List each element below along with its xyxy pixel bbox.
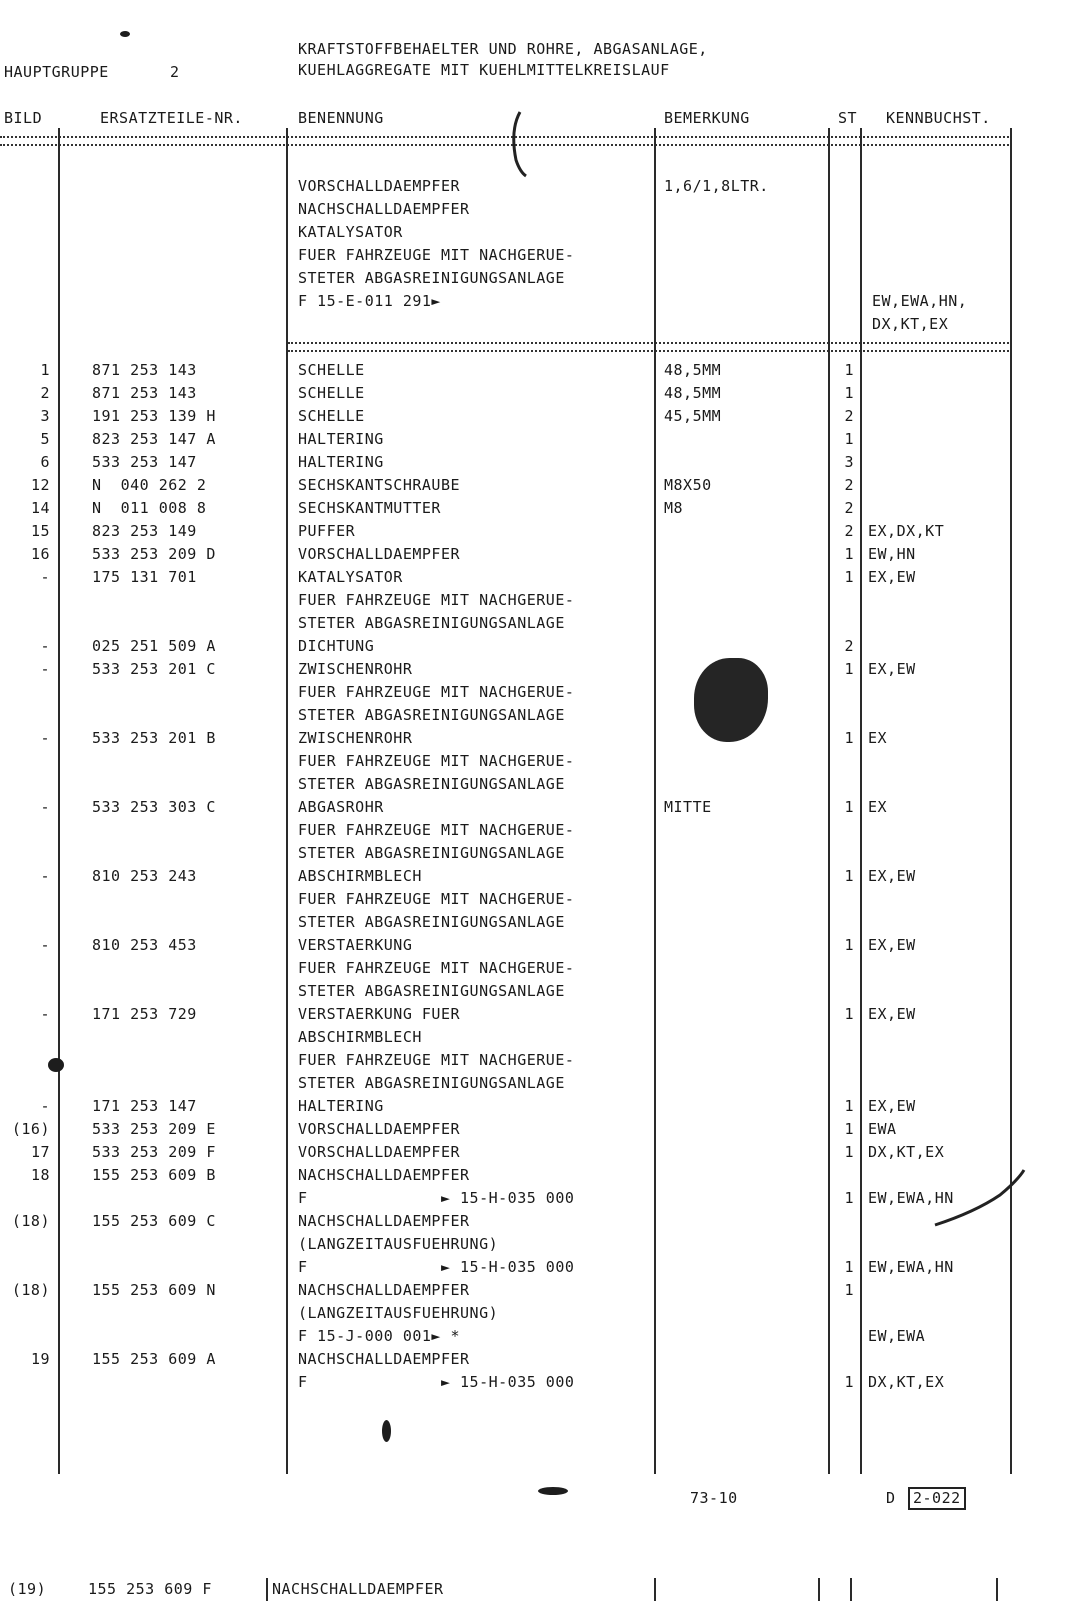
row-part-number: 533 253 201 B [92, 729, 216, 747]
row-part-name: F ► 15-H-035 000 [298, 1258, 575, 1276]
row-part-number: 871 253 143 [92, 361, 197, 379]
row-kennbuchst: EW,EWA [868, 1327, 926, 1345]
row-part-number: 533 253 209 D [92, 545, 216, 563]
row-part-name: ZWISCHENROHR [298, 729, 413, 747]
intro-line: VORSCHALLDAEMPFER [298, 177, 461, 195]
row-bild: 12 [30, 476, 50, 494]
row-part-name: SECHSKANTMUTTER [298, 499, 441, 517]
row-part-name: SECHSKANTSCHRAUBE [298, 476, 461, 494]
row-bild: - [40, 798, 50, 816]
row-part-number: 175 131 701 [92, 568, 197, 586]
row-part-name: STETER ABGASREINIGUNGSANLAGE [298, 913, 565, 931]
col-header-bemerkung: BEMERKUNG [664, 109, 750, 127]
row-st: 1 [844, 545, 854, 563]
row-st: 1 [844, 1120, 854, 1138]
row-part-number: 155 253 609 C [92, 1212, 216, 1230]
row-part-name: STETER ABGASREINIGUNGSANLAGE [298, 844, 565, 862]
row-part-number: 823 253 149 [92, 522, 197, 540]
row-st: 3 [844, 453, 854, 471]
row-bild: - [40, 637, 50, 655]
row-bild: 5 [40, 430, 50, 448]
row-part-name: KATALYSATOR [298, 568, 403, 586]
row-part-number: 533 253 303 C [92, 798, 216, 816]
row-kennbuchst: EW,EWA,HN [868, 1258, 954, 1276]
row-part-name: NACHSCHALLDAEMPFER [298, 1281, 470, 1299]
row-bild: - [40, 729, 50, 747]
row-part-name: NACHSCHALLDAEMPFER [298, 1212, 470, 1230]
row-part-number: N 040 262 2 [92, 476, 207, 494]
row-bild: - [40, 1005, 50, 1023]
row-kennbuchst: EX,EW [868, 1005, 916, 1023]
row-part-name: VORSCHALLDAEMPFER [298, 1143, 461, 1161]
row-part-name: VERSTAERKUNG FUER [298, 1005, 461, 1023]
row-part-number: 871 253 143 [92, 384, 197, 402]
row-part-name: VORSCHALLDAEMPFER [298, 545, 461, 563]
row-part-number: 155 253 609 B [92, 1166, 216, 1184]
row-bild: 3 [40, 407, 50, 425]
row-bemerkung: M8 [664, 499, 684, 517]
row-part-name: NACHSCHALLDAEMPFER [298, 1350, 470, 1368]
pen-stroke [935, 1170, 1024, 1225]
row-part-name: HALTERING [298, 430, 384, 448]
row-part-name: FUER FAHRZEUGE MIT NACHGERUE- [298, 959, 575, 977]
row-part-number: 155 253 609 A [92, 1350, 216, 1368]
row-st: 2 [844, 522, 854, 540]
row-part-number: 810 253 243 [92, 867, 197, 885]
row-bemerkung: 48,5MM [664, 384, 722, 402]
row-part-name: HALTERING [298, 1097, 384, 1115]
row-st: 1 [844, 384, 854, 402]
intro-kennbuchst: DX,KT,EX [872, 315, 949, 333]
row-st: 2 [844, 476, 854, 494]
row-bild: - [40, 1097, 50, 1115]
intro-line: NACHSCHALLDAEMPFER [298, 200, 470, 218]
row-part-name: STETER ABGASREINIGUNGSANLAGE [298, 775, 565, 793]
row-st: 1 [844, 1189, 854, 1207]
row-part-number: 171 253 729 [92, 1005, 197, 1023]
row-kennbuchst: EX,EW [868, 936, 916, 954]
next-part-name: NACHSCHALLDAEMPFER [272, 1580, 444, 1598]
row-st: 1 [844, 1258, 854, 1276]
next-bild: (19) [8, 1580, 47, 1598]
footer-page-code: 2-022 [908, 1487, 966, 1510]
row-st: 1 [844, 936, 854, 954]
row-part-name: F ► 15-H-035 000 [298, 1373, 575, 1391]
row-part-name: SCHELLE [298, 361, 365, 379]
row-bild: 17 [30, 1143, 50, 1161]
intro-line: FUER FAHRZEUGE MIT NACHGERUE- [298, 246, 575, 264]
row-st: 1 [844, 1005, 854, 1023]
row-st: 1 [844, 660, 854, 678]
row-kennbuchst: EW,HN [868, 545, 916, 563]
row-bild: 6 [40, 453, 50, 471]
row-part-number: 171 253 147 [92, 1097, 197, 1115]
row-kennbuchst: EX [868, 798, 888, 816]
row-part-number: 533 253 209 F [92, 1143, 216, 1161]
row-bild: (18) [11, 1212, 50, 1230]
row-part-name: STETER ABGASREINIGUNGSANLAGE [298, 614, 565, 632]
row-kennbuchst: EX,DX,KT [868, 522, 945, 540]
col-header-kennbuchst: KENNBUCHST. [886, 109, 991, 127]
row-part-name: SCHELLE [298, 384, 365, 402]
row-part-name: ABGASROHR [298, 798, 384, 816]
row-bild: (16) [11, 1120, 50, 1138]
row-part-name: FUER FAHRZEUGE MIT NACHGERUE- [298, 591, 575, 609]
row-part-name: FUER FAHRZEUGE MIT NACHGERUE- [298, 1051, 575, 1069]
row-st: 1 [844, 1281, 854, 1299]
row-st: 1 [844, 798, 854, 816]
row-bemerkung: MITTE [664, 798, 712, 816]
intro-bemerkung: 1,6/1,8LTR. [664, 177, 769, 195]
column-divider [266, 1578, 268, 1601]
row-st: 2 [844, 499, 854, 517]
row-part-name: VERSTAERKUNG [298, 936, 413, 954]
title-line-2: KUEHLAGGREGATE MIT KUEHLMITTELKREISLAUF [298, 61, 670, 79]
row-bild: 1 [40, 361, 50, 379]
row-kennbuchst: EX,EW [868, 1097, 916, 1115]
row-bild: 18 [30, 1166, 50, 1184]
row-kennbuchst: DX,KT,EX [868, 1143, 945, 1161]
row-bild: 2 [40, 384, 50, 402]
row-part-name: PUFFER [298, 522, 356, 540]
row-bemerkung: 48,5MM [664, 361, 722, 379]
row-st: 2 [844, 407, 854, 425]
row-st: 2 [844, 637, 854, 655]
row-kennbuchst: EX,EW [868, 867, 916, 885]
row-part-name: VORSCHALLDAEMPFER [298, 1120, 461, 1138]
row-st: 1 [844, 1097, 854, 1115]
row-part-number: 155 253 609 N [92, 1281, 216, 1299]
row-part-number: 810 253 453 [92, 936, 197, 954]
hauptgruppe-number: 2 [170, 63, 180, 81]
row-st: 1 [844, 1143, 854, 1161]
col-header-ersatzteile: ERSATZTEILE-NR. [100, 109, 243, 127]
row-bild: - [40, 568, 50, 586]
row-part-name: STETER ABGASREINIGUNGSANLAGE [298, 982, 565, 1000]
row-part-name: (LANGZEITAUSFUEHRUNG) [298, 1235, 499, 1253]
row-part-name: ZWISCHENROHR [298, 660, 413, 678]
row-st: 1 [844, 867, 854, 885]
intro-line: STETER ABGASREINIGUNGSANLAGE [298, 269, 565, 287]
row-part-number: N 011 008 8 [92, 499, 207, 517]
row-part-name: F ► 15-H-035 000 [298, 1189, 575, 1207]
column-divider [850, 1578, 852, 1601]
row-kennbuchst: DX,KT,EX [868, 1373, 945, 1391]
hauptgruppe-label: HAUPTGRUPPE [4, 63, 109, 81]
row-st: 1 [844, 568, 854, 586]
row-st: 1 [844, 430, 854, 448]
row-st: 1 [844, 729, 854, 747]
row-bild: (18) [11, 1281, 50, 1299]
row-part-name: NACHSCHALLDAEMPFER [298, 1166, 470, 1184]
row-part-name: FUER FAHRZEUGE MIT NACHGERUE- [298, 683, 575, 701]
row-part-name: FUER FAHRZEUGE MIT NACHGERUE- [298, 752, 575, 770]
intro-line: F 15-E-011 291► [298, 292, 441, 310]
title-line-1: KRAFTSTOFFBEHAELTER UND ROHRE, ABGASANLAGE, [298, 40, 708, 58]
row-bild: - [40, 867, 50, 885]
intro-line: KATALYSATOR [298, 223, 403, 241]
row-part-name: F 15-J-000 001► * [298, 1327, 461, 1345]
col-header-st: ST [838, 109, 858, 127]
row-kennbuchst: EWA [868, 1120, 897, 1138]
next-part-number: 155 253 609 F [88, 1580, 212, 1598]
row-part-name: HALTERING [298, 453, 384, 471]
col-header-benennung: BENENNUNG [298, 109, 384, 127]
row-bemerkung: M8X50 [664, 476, 712, 494]
row-part-name: STETER ABGASREINIGUNGSANLAGE [298, 1074, 565, 1092]
row-part-name: (LANGZEITAUSFUEHRUNG) [298, 1304, 499, 1322]
row-st: 1 [844, 1373, 854, 1391]
row-part-name: SCHELLE [298, 407, 365, 425]
footer-page-ref: 73-10 [690, 1489, 738, 1507]
row-part-number: 533 253 209 E [92, 1120, 216, 1138]
footer-lang: D [886, 1489, 896, 1507]
row-part-name: STETER ABGASREINIGUNGSANLAGE [298, 706, 565, 724]
column-divider [996, 1578, 998, 1601]
row-part-number: 823 253 147 A [92, 430, 216, 448]
row-bild: 15 [30, 522, 50, 540]
row-part-number: 025 251 509 A [92, 637, 216, 655]
column-divider [818, 1578, 820, 1601]
row-part-name: FUER FAHRZEUGE MIT NACHGERUE- [298, 890, 575, 908]
row-kennbuchst: EX,EW [868, 568, 916, 586]
pen-stroke [514, 112, 526, 176]
row-bild: 19 [30, 1350, 50, 1368]
row-part-number: 191 253 139 H [92, 407, 216, 425]
row-part-name: ABSCHIRMBLECH [298, 1028, 422, 1046]
row-kennbuchst: EX,EW [868, 660, 916, 678]
column-divider [654, 1578, 656, 1601]
row-st: 1 [844, 361, 854, 379]
row-bild: - [40, 936, 50, 954]
row-part-name: DICHTUNG [298, 637, 375, 655]
row-bild: - [40, 660, 50, 678]
col-header-bild: BILD [4, 109, 43, 127]
row-part-number: 533 253 147 [92, 453, 197, 471]
row-part-name: ABSCHIRMBLECH [298, 867, 422, 885]
row-kennbuchst: EX [868, 729, 888, 747]
row-bild: 16 [30, 545, 50, 563]
row-bemerkung: 45,5MM [664, 407, 722, 425]
row-bild: 14 [30, 499, 50, 517]
row-part-number: 533 253 201 C [92, 660, 216, 678]
row-kennbuchst: EW,EWA,HN [868, 1189, 954, 1207]
intro-kennbuchst: EW,EWA,HN, [872, 292, 968, 310]
row-part-name: FUER FAHRZEUGE MIT NACHGERUE- [298, 821, 575, 839]
